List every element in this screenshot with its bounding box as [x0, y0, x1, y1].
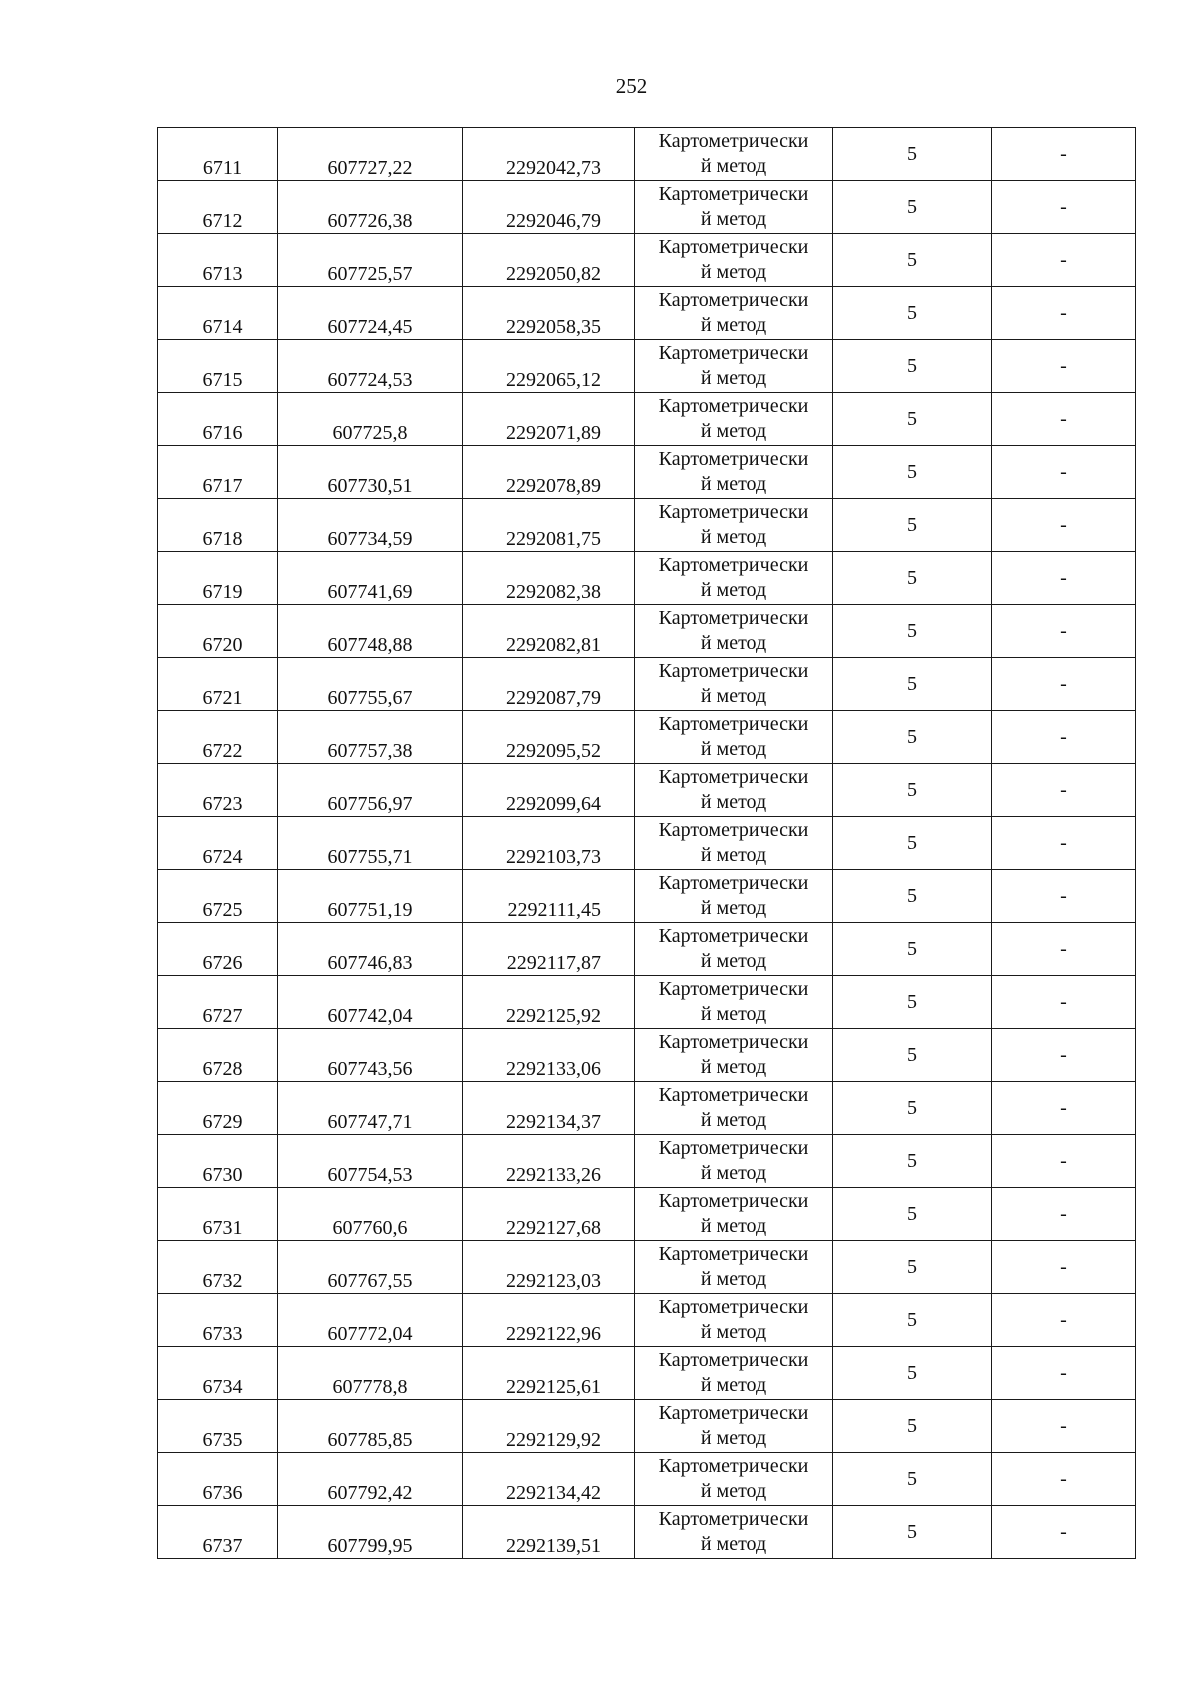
table-row	[158, 1082, 1136, 1135]
x-coordinate-cell: 607743,56	[278, 1029, 463, 1082]
method-line-2: й метод	[700, 208, 767, 230]
y-coordinate-cell: 2292139,51	[463, 1506, 635, 1559]
x-coordinate-cell: 607778,8	[278, 1347, 463, 1400]
accuracy-cell: 5	[833, 1029, 992, 1082]
method-line-1: Картометрически	[658, 1084, 809, 1106]
method-line-1: Картометрически	[658, 1296, 809, 1318]
page-number: 252	[615, 74, 648, 98]
method-line-1: Картометрически	[658, 236, 809, 258]
x-coordinate-cell: 607747,71	[278, 1082, 463, 1135]
accuracy-cell: 5	[833, 1188, 992, 1241]
method-line-2: й метод	[700, 1162, 767, 1184]
x-coordinate-cell: 607726,38	[278, 181, 463, 234]
y-coordinate-cell: 2292127,68	[463, 1188, 635, 1241]
accuracy-cell: 5	[833, 287, 992, 340]
accuracy-cell: 5	[833, 552, 992, 605]
method-cell	[635, 181, 833, 234]
method-line-1: Картометрически	[658, 1190, 809, 1212]
method-line-1: Картометрически	[658, 183, 809, 205]
note-cell: -	[992, 552, 1136, 605]
point-number-cell: 6712	[158, 181, 278, 234]
point-number-cell: 6723	[158, 764, 278, 817]
y-coordinate-cell: 2292129,92	[463, 1400, 635, 1453]
x-coordinate-cell: 607724,53	[278, 340, 463, 393]
method-cell	[635, 1135, 833, 1188]
method-line-1: Картометрически	[658, 1031, 809, 1053]
y-coordinate-cell: 2292050,82	[463, 234, 635, 287]
method-cell	[635, 1294, 833, 1347]
table-row	[158, 393, 1136, 446]
table-row	[158, 181, 1136, 234]
accuracy-cell: 5	[833, 817, 992, 870]
note-cell: -	[992, 1347, 1136, 1400]
method-line-1: Картометрически	[658, 1349, 809, 1371]
method-line-1: Картометрически	[658, 395, 809, 417]
y-coordinate-cell: 2292065,12	[463, 340, 635, 393]
x-coordinate-cell: 607727,22	[278, 128, 463, 181]
method-cell	[635, 1082, 833, 1135]
method-cell	[635, 393, 833, 446]
method-cell	[635, 1453, 833, 1506]
x-coordinate-cell: 607785,85	[278, 1400, 463, 1453]
x-coordinate-cell: 607755,71	[278, 817, 463, 870]
table-row	[158, 764, 1136, 817]
method-line-1: Картометрически	[658, 554, 809, 576]
note-cell: -	[992, 181, 1136, 234]
accuracy-cell: 5	[833, 393, 992, 446]
table-row	[158, 1347, 1136, 1400]
point-number-cell: 6716	[158, 393, 278, 446]
method-line-1: Картометрически	[658, 448, 809, 470]
note-cell: -	[992, 1294, 1136, 1347]
method-line-2: й метод	[700, 738, 767, 760]
point-number-cell: 6719	[158, 552, 278, 605]
method-cell	[635, 499, 833, 552]
method-line-1: Картометрически	[658, 925, 809, 947]
note-cell: -	[992, 605, 1136, 658]
coordinates-table	[157, 127, 1136, 1559]
method-line-1: Картометрически	[658, 1137, 809, 1159]
note-cell: -	[992, 393, 1136, 446]
method-line-1: Картометрически	[658, 872, 809, 894]
y-coordinate-cell: 2292134,37	[463, 1082, 635, 1135]
x-coordinate-cell: 607730,51	[278, 446, 463, 499]
x-coordinate-cell: 607725,57	[278, 234, 463, 287]
method-cell	[635, 1506, 833, 1559]
y-coordinate-cell: 2292081,75	[463, 499, 635, 552]
y-coordinate-cell: 2292071,89	[463, 393, 635, 446]
x-coordinate-cell: 607772,04	[278, 1294, 463, 1347]
note-cell: -	[992, 923, 1136, 976]
y-coordinate-cell: 2292134,42	[463, 1453, 635, 1506]
method-line-2: й метод	[700, 897, 767, 919]
accuracy-cell: 5	[833, 658, 992, 711]
point-number-cell: 6711	[158, 128, 278, 181]
table-row	[158, 1241, 1136, 1294]
x-coordinate-cell: 607799,95	[278, 1506, 463, 1559]
y-coordinate-cell: 2292133,26	[463, 1135, 635, 1188]
x-coordinate-cell: 607724,45	[278, 287, 463, 340]
point-number-cell: 6721	[158, 658, 278, 711]
method-line-2: й метод	[700, 1321, 767, 1343]
method-line-2: й метод	[700, 1215, 767, 1237]
method-line-2: й метод	[700, 632, 767, 654]
note-cell: -	[992, 764, 1136, 817]
point-number-cell: 6735	[158, 1400, 278, 1453]
x-coordinate-cell: 607725,8	[278, 393, 463, 446]
method-line-1: Картометрически	[658, 978, 809, 1000]
method-line-1: Картометрически	[658, 501, 809, 523]
point-number-cell: 6737	[158, 1506, 278, 1559]
note-cell: -	[992, 287, 1136, 340]
y-coordinate-cell: 2292111,45	[463, 870, 635, 923]
method-line-2: й метод	[700, 367, 767, 389]
y-coordinate-cell: 2292078,89	[463, 446, 635, 499]
y-coordinate-cell: 2292125,61	[463, 1347, 635, 1400]
y-coordinate-cell: 2292046,79	[463, 181, 635, 234]
note-cell: -	[992, 1188, 1136, 1241]
note-cell: -	[992, 711, 1136, 764]
table-row	[158, 1400, 1136, 1453]
note-cell: -	[992, 976, 1136, 1029]
table-row	[158, 287, 1136, 340]
accuracy-cell: 5	[833, 1241, 992, 1294]
y-coordinate-cell: 2292099,64	[463, 764, 635, 817]
x-coordinate-cell: 607734,59	[278, 499, 463, 552]
note-cell: -	[992, 1241, 1136, 1294]
x-coordinate-cell: 607760,6	[278, 1188, 463, 1241]
accuracy-cell: 5	[833, 1294, 992, 1347]
table-body	[158, 128, 1136, 1559]
x-coordinate-cell: 607754,53	[278, 1135, 463, 1188]
accuracy-cell: 5	[833, 446, 992, 499]
point-number-cell: 6717	[158, 446, 278, 499]
y-coordinate-cell: 2292133,06	[463, 1029, 635, 1082]
table-row	[158, 976, 1136, 1029]
table-row	[158, 1294, 1136, 1347]
method-line-1: Картометрически	[658, 130, 809, 152]
accuracy-cell: 5	[833, 1400, 992, 1453]
method-line-2: й метод	[700, 155, 767, 177]
accuracy-cell: 5	[833, 1135, 992, 1188]
method-cell	[635, 446, 833, 499]
note-cell: -	[992, 1082, 1136, 1135]
method-line-2: й метод	[700, 579, 767, 601]
note-cell: -	[992, 1453, 1136, 1506]
point-number-cell: 6733	[158, 1294, 278, 1347]
method-cell	[635, 1241, 833, 1294]
method-cell	[635, 658, 833, 711]
table-row	[158, 923, 1136, 976]
table-row	[158, 1453, 1136, 1506]
point-number-cell: 6725	[158, 870, 278, 923]
accuracy-cell: 5	[833, 923, 992, 976]
method-line-2: й метод	[700, 420, 767, 442]
point-number-cell: 6730	[158, 1135, 278, 1188]
note-cell: -	[992, 1135, 1136, 1188]
method-line-1: Картометрически	[658, 713, 809, 735]
x-coordinate-cell: 607767,55	[278, 1241, 463, 1294]
x-coordinate-cell: 607792,42	[278, 1453, 463, 1506]
method-line-2: й метод	[700, 791, 767, 813]
x-coordinate-cell: 607741,69	[278, 552, 463, 605]
table-row	[158, 446, 1136, 499]
x-coordinate-cell: 607757,38	[278, 711, 463, 764]
method-line-2: й метод	[700, 1480, 767, 1502]
point-number-cell: 6720	[158, 605, 278, 658]
point-number-cell: 6714	[158, 287, 278, 340]
method-line-1: Картометрически	[658, 342, 809, 364]
method-line-1: Картометрически	[658, 289, 809, 311]
point-number-cell: 6722	[158, 711, 278, 764]
accuracy-cell: 5	[833, 1082, 992, 1135]
note-cell: -	[992, 340, 1136, 393]
y-coordinate-cell: 2292125,92	[463, 976, 635, 1029]
table-row	[158, 605, 1136, 658]
method-cell	[635, 923, 833, 976]
y-coordinate-cell: 2292058,35	[463, 287, 635, 340]
table-row	[158, 340, 1136, 393]
point-number-cell: 6718	[158, 499, 278, 552]
y-coordinate-cell: 2292042,73	[463, 128, 635, 181]
table-row	[158, 1135, 1136, 1188]
table-row	[158, 128, 1136, 181]
method-cell	[635, 1347, 833, 1400]
method-line-1: Картометрически	[658, 819, 809, 841]
note-cell: -	[992, 1029, 1136, 1082]
method-cell	[635, 128, 833, 181]
table-row	[158, 658, 1136, 711]
y-coordinate-cell: 2292103,73	[463, 817, 635, 870]
note-cell: -	[992, 1400, 1136, 1453]
point-number-cell: 6736	[158, 1453, 278, 1506]
method-cell	[635, 1188, 833, 1241]
x-coordinate-cell: 607742,04	[278, 976, 463, 1029]
table-row	[158, 711, 1136, 764]
point-number-cell: 6724	[158, 817, 278, 870]
method-cell	[635, 711, 833, 764]
x-coordinate-cell: 607756,97	[278, 764, 463, 817]
note-cell: -	[992, 499, 1136, 552]
point-number-cell: 6726	[158, 923, 278, 976]
y-coordinate-cell: 2292087,79	[463, 658, 635, 711]
point-number-cell: 6729	[158, 1082, 278, 1135]
method-cell	[635, 552, 833, 605]
point-number-cell: 6734	[158, 1347, 278, 1400]
table-row	[158, 234, 1136, 287]
point-number-cell: 6713	[158, 234, 278, 287]
method-cell	[635, 976, 833, 1029]
accuracy-cell: 5	[833, 1453, 992, 1506]
method-cell	[635, 1400, 833, 1453]
accuracy-cell: 5	[833, 870, 992, 923]
accuracy-cell: 5	[833, 1347, 992, 1400]
y-coordinate-cell: 2292122,96	[463, 1294, 635, 1347]
method-line-2: й метод	[700, 1533, 767, 1555]
accuracy-cell: 5	[833, 234, 992, 287]
method-line-2: й метод	[700, 950, 767, 972]
method-line-2: й метод	[700, 1003, 767, 1025]
method-cell	[635, 287, 833, 340]
note-cell: -	[992, 658, 1136, 711]
method-line-1: Картометрически	[658, 607, 809, 629]
x-coordinate-cell: 607746,83	[278, 923, 463, 976]
table-row	[158, 1029, 1136, 1082]
table-row	[158, 499, 1136, 552]
point-number-cell: 6715	[158, 340, 278, 393]
accuracy-cell: 5	[833, 340, 992, 393]
method-cell	[635, 764, 833, 817]
method-line-2: й метод	[700, 473, 767, 495]
accuracy-cell: 5	[833, 1506, 992, 1559]
accuracy-cell: 5	[833, 499, 992, 552]
method-cell	[635, 817, 833, 870]
method-line-2: й метод	[700, 844, 767, 866]
method-cell	[635, 870, 833, 923]
method-cell	[635, 1029, 833, 1082]
note-cell: -	[992, 1506, 1136, 1559]
method-line-2: й метод	[700, 1427, 767, 1449]
method-line-2: й метод	[700, 685, 767, 707]
y-coordinate-cell: 2292117,87	[463, 923, 635, 976]
method-line-2: й метод	[700, 314, 767, 336]
accuracy-cell: 5	[833, 605, 992, 658]
table-row	[158, 817, 1136, 870]
note-cell: -	[992, 234, 1136, 287]
accuracy-cell: 5	[833, 976, 992, 1029]
y-coordinate-cell: 2292082,38	[463, 552, 635, 605]
accuracy-cell: 5	[833, 128, 992, 181]
method-line-2: й метод	[700, 261, 767, 283]
point-number-cell: 6727	[158, 976, 278, 1029]
x-coordinate-cell: 607755,67	[278, 658, 463, 711]
method-cell	[635, 234, 833, 287]
y-coordinate-cell: 2292123,03	[463, 1241, 635, 1294]
note-cell: -	[992, 128, 1136, 181]
method-line-2: й метод	[700, 1374, 767, 1396]
method-cell	[635, 340, 833, 393]
y-coordinate-cell: 2292082,81	[463, 605, 635, 658]
accuracy-cell: 5	[833, 711, 992, 764]
x-coordinate-cell: 607751,19	[278, 870, 463, 923]
table-row	[158, 870, 1136, 923]
note-cell: -	[992, 446, 1136, 499]
method-line-2: й метод	[700, 1109, 767, 1131]
note-cell: -	[992, 870, 1136, 923]
method-line-2: й метод	[700, 526, 767, 548]
method-line-1: Картометрически	[658, 1402, 809, 1424]
method-line-1: Картометрически	[658, 1243, 809, 1265]
method-line-1: Картометрически	[658, 660, 809, 682]
point-number-cell: 6731	[158, 1188, 278, 1241]
note-cell: -	[992, 817, 1136, 870]
table-row	[158, 1506, 1136, 1559]
accuracy-cell: 5	[833, 764, 992, 817]
method-line-2: й метод	[700, 1056, 767, 1078]
x-coordinate-cell: 607748,88	[278, 605, 463, 658]
table-row	[158, 1188, 1136, 1241]
method-line-1: Картометрически	[658, 1508, 809, 1530]
table-row	[158, 552, 1136, 605]
accuracy-cell: 5	[833, 181, 992, 234]
method-line-1: Картометрически	[658, 766, 809, 788]
method-cell	[635, 605, 833, 658]
point-number-cell: 6732	[158, 1241, 278, 1294]
method-line-2: й метод	[700, 1268, 767, 1290]
method-line-1: Картометрически	[658, 1455, 809, 1477]
point-number-cell: 6728	[158, 1029, 278, 1082]
y-coordinate-cell: 2292095,52	[463, 711, 635, 764]
